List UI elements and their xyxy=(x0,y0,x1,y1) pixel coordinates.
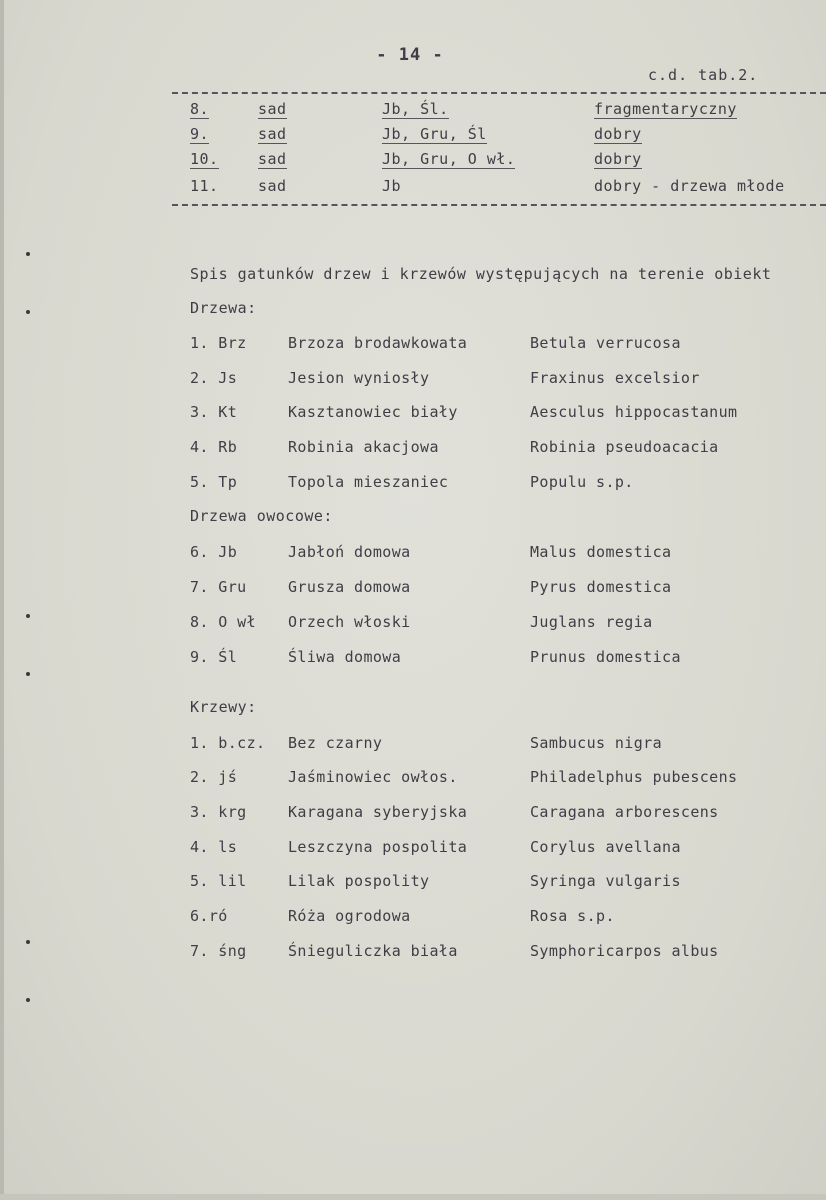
species-polish-name: Brzoza brodawkowata xyxy=(288,334,468,352)
page-edge-bottom xyxy=(0,1194,826,1200)
row-state: dobry xyxy=(594,150,642,168)
species-latin-name: Betula verrucosa xyxy=(530,334,681,352)
binder-dot xyxy=(26,252,30,256)
row-number: 8. xyxy=(190,100,210,118)
list-item xyxy=(190,872,820,896)
species-latin-name: Fraxinus excelsior xyxy=(530,369,700,387)
species-latin-name: Sambucus nigra xyxy=(530,734,663,752)
list-item xyxy=(190,543,820,567)
table-row xyxy=(172,100,826,124)
row-type: sad xyxy=(258,125,287,143)
species-latin-name: Populu s.p. xyxy=(530,473,634,491)
species-polish-name: Śnieguliczka biała xyxy=(288,942,458,960)
table-continuation-label: c.d. tab.2. xyxy=(648,66,759,84)
species-code: 1. Brz xyxy=(190,334,247,352)
species-polish-name: Róża ogrodowa xyxy=(288,907,411,925)
species-polish-name: Leszczyna pospolita xyxy=(288,838,468,856)
species-latin-name: Pyrus domestica xyxy=(530,578,672,596)
table-top-rule xyxy=(172,92,826,94)
row-type: sad xyxy=(258,100,287,118)
list-item xyxy=(190,403,820,427)
list-item xyxy=(190,734,820,758)
species-polish-name: Robinia akacjowa xyxy=(288,438,439,456)
list-item xyxy=(190,578,820,602)
species-code: 8. O wł xyxy=(190,613,257,631)
list-item xyxy=(190,334,820,358)
list-item xyxy=(190,648,820,672)
list-item xyxy=(190,907,820,931)
page-edge xyxy=(0,0,4,1200)
species-code: 2. Js xyxy=(190,369,238,387)
list-item xyxy=(190,438,820,462)
binder-dot xyxy=(26,940,30,944)
binder-dot xyxy=(26,998,30,1002)
species-latin-name: Symphoricarpos albus xyxy=(530,942,719,960)
species-polish-name: Śliwa domowa xyxy=(288,648,402,666)
species-code: 6. Jb xyxy=(190,543,238,561)
species-latin-name: Juglans regia xyxy=(530,613,653,631)
species-polish-name: Orzech włoski xyxy=(288,613,411,631)
row-species: Jb, Gru, O wł. xyxy=(382,150,516,168)
row-species: Jb, Śl. xyxy=(382,100,449,118)
trees-heading: Drzewa: xyxy=(190,299,257,317)
list-item xyxy=(190,803,820,827)
list-item xyxy=(190,613,820,637)
species-code: 7. śng xyxy=(190,942,247,960)
species-code: 5. lil xyxy=(190,872,247,890)
row-state: dobry - drzewa młode xyxy=(594,177,785,195)
row-number: 9. xyxy=(190,125,210,143)
row-type: sad xyxy=(258,150,287,168)
table-row xyxy=(172,177,826,201)
species-latin-name: Aesculus hippocastanum xyxy=(530,403,738,421)
row-type: sad xyxy=(258,177,287,195)
list-item xyxy=(190,838,820,862)
species-list-intro: Spis gatunków drzew i krzewów występujących na terenie obiekt xyxy=(190,265,772,283)
species-polish-name: Lilak pospolity xyxy=(288,872,430,890)
species-polish-name: Karagana syberyjska xyxy=(288,803,468,821)
row-number: 10. xyxy=(190,150,219,168)
species-latin-name: Syringa vulgaris xyxy=(530,872,681,890)
species-polish-name: Jaśminowiec owłos. xyxy=(288,768,458,786)
species-latin-name: Philadelphus pubescens xyxy=(530,768,738,786)
list-item xyxy=(190,942,820,966)
binder-dot xyxy=(26,672,30,676)
species-code: 4. Rb xyxy=(190,438,238,456)
page-number: - 14 - xyxy=(376,45,444,65)
species-polish-name: Jabłoń domowa xyxy=(288,543,411,561)
species-latin-name: Caragana arborescens xyxy=(530,803,719,821)
species-latin-name: Rosa s.p. xyxy=(530,907,615,925)
species-code: 9. Śl xyxy=(190,648,238,666)
species-polish-name: Topola mieszaniec xyxy=(288,473,449,491)
species-polish-name: Kasztanowiec biały xyxy=(288,403,458,421)
table-row xyxy=(172,150,826,174)
species-code: 3. Kt xyxy=(190,403,238,421)
species-code: 4. ls xyxy=(190,838,238,856)
list-item xyxy=(190,369,820,393)
binder-dot xyxy=(26,614,30,618)
species-code: 7. Gru xyxy=(190,578,247,596)
species-polish-name: Grusza domowa xyxy=(288,578,411,596)
row-state: dobry xyxy=(594,125,642,143)
list-item xyxy=(190,473,820,497)
species-latin-name: Corylus avellana xyxy=(530,838,681,856)
species-polish-name: Jesion wyniosły xyxy=(288,369,430,387)
row-number: 11. xyxy=(190,177,219,195)
binder-dot xyxy=(26,310,30,314)
species-code: 5. Tp xyxy=(190,473,238,491)
species-latin-name: Prunus domestica xyxy=(530,648,681,666)
table-row xyxy=(172,125,826,149)
shrubs-heading: Krzewy: xyxy=(190,698,257,716)
fruit-trees-heading: Drzewa owocowe: xyxy=(190,507,333,525)
row-species: Jb, Gru, Śl xyxy=(382,125,487,143)
species-latin-name: Malus domestica xyxy=(530,543,672,561)
species-polish-name: Bez czarny xyxy=(288,734,383,752)
row-state: fragmentaryczny xyxy=(594,100,737,118)
table-bottom-rule xyxy=(172,204,826,206)
species-code: 6.ró xyxy=(190,907,228,925)
species-code: 3. krg xyxy=(190,803,247,821)
list-item xyxy=(190,768,820,792)
row-species: Jb xyxy=(382,177,402,195)
species-code: 2. jś xyxy=(190,768,238,786)
species-code: 1. b.cz. xyxy=(190,734,266,752)
species-latin-name: Robinia pseudoacacia xyxy=(530,438,719,456)
